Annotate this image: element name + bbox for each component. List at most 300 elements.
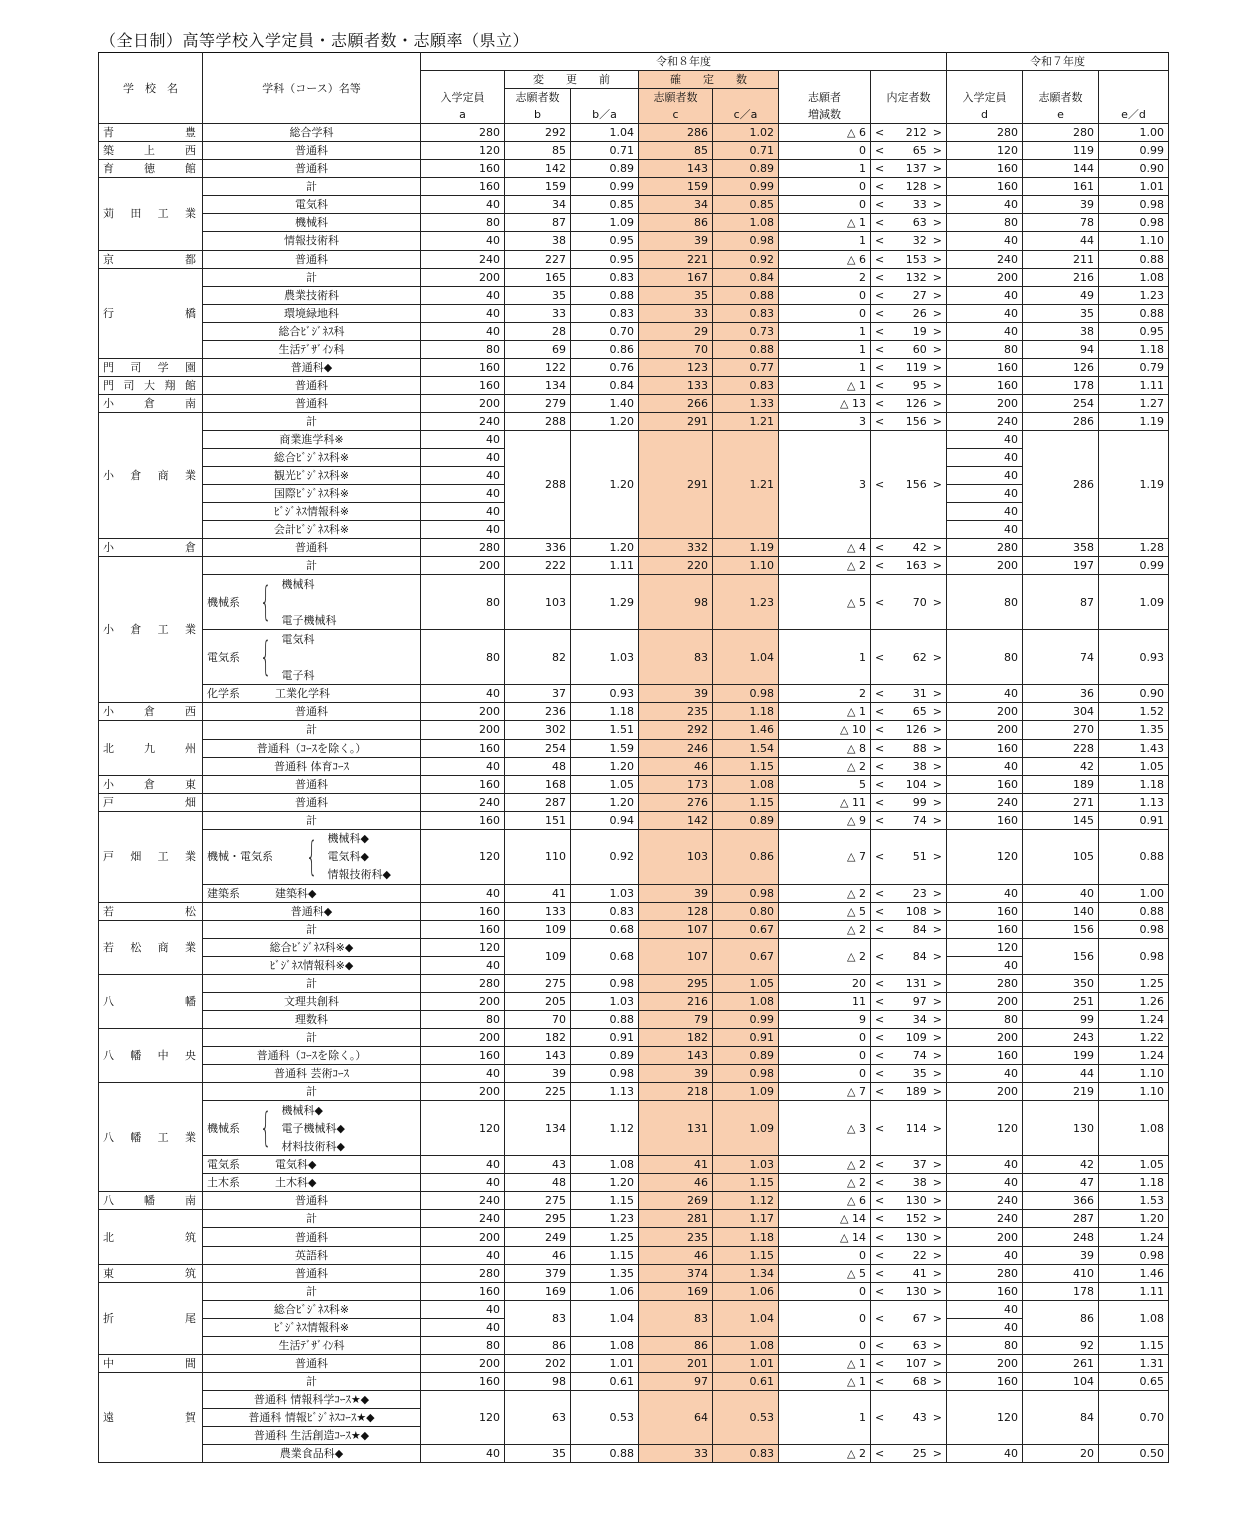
applicants-e: 86 [1023, 1300, 1099, 1336]
bracket-right: > [932, 1248, 942, 1262]
capacity-a: 40 [421, 1318, 505, 1336]
ratio-b-a: 0.89 [571, 160, 639, 178]
ratio-e-d: 0.88 [1099, 829, 1169, 884]
capacity-d: 40 [947, 1300, 1023, 1318]
dept-name: ﾋﾞｼﾞﾈｽ情報科※ [203, 1318, 421, 1336]
naitei-cell [871, 1065, 947, 1083]
sub-dept-name: 電子機械科◆ [281, 1121, 345, 1135]
naitei-cell [871, 811, 947, 829]
dept-name: 普通科 [203, 1264, 421, 1282]
naitei-cell [871, 1282, 947, 1300]
capacity-a: 200 [421, 703, 505, 721]
applicants-c: 107 [639, 938, 713, 974]
applicants-b: 275 [505, 1192, 571, 1210]
ratio-e-d: 1.26 [1099, 993, 1169, 1011]
group-label: 電気系 [207, 1158, 240, 1172]
ratio-e-d: 1.13 [1099, 793, 1169, 811]
naitei-cell [871, 575, 947, 630]
bracket-left: < [875, 126, 885, 140]
applicant-change: △ 2 [779, 1156, 871, 1174]
applicants-e: 350 [1023, 974, 1099, 992]
applicants-e: 39 [1023, 1246, 1099, 1264]
ratio-e-d: 0.99 [1099, 557, 1169, 575]
enrollment-table [98, 52, 1169, 1463]
table-row [99, 557, 1169, 575]
applicants-b: 287 [505, 793, 571, 811]
applicant-change: △ 5 [779, 902, 871, 920]
applicant-change: △ 13 [779, 394, 871, 412]
header-change: 志願者 [779, 89, 871, 107]
brace-icon: { [259, 1105, 272, 1152]
naitei-value: 74 [912, 1049, 927, 1063]
ratio-e-d: 1.01 [1099, 178, 1169, 196]
dept-name: 計 [203, 1210, 421, 1228]
bracket-right: > [932, 741, 942, 755]
capacity-d: 120 [947, 1101, 1023, 1156]
applicants-b: 34 [505, 196, 571, 214]
capacity-a: 40 [421, 467, 505, 485]
applicants-e: 74 [1023, 630, 1099, 685]
bracket-left: < [875, 759, 885, 773]
bracket-left: < [875, 1338, 885, 1352]
applicants-e: 216 [1023, 268, 1099, 286]
applicant-change: △ 1 [779, 376, 871, 394]
table-row [99, 232, 1169, 250]
applicants-c: 33 [639, 304, 713, 322]
bracket-right: > [932, 1158, 942, 1172]
ratio-b-a: 1.06 [571, 1282, 639, 1300]
bracket-right: > [932, 995, 942, 1009]
naitei-value: 33 [912, 198, 927, 212]
applicants-c: 70 [639, 340, 713, 358]
bracket-left: < [875, 795, 885, 809]
capacity-a: 200 [421, 268, 505, 286]
applicant-change: △ 4 [779, 539, 871, 557]
capacity-a: 40 [421, 322, 505, 340]
naitei-value: 84 [912, 949, 927, 963]
naitei-cell [871, 1210, 947, 1228]
header-c-a: c／a [713, 106, 779, 124]
bracket-right: > [932, 180, 942, 194]
capacity-d: 280 [947, 1264, 1023, 1282]
capacity-a: 80 [421, 575, 505, 630]
applicant-change: 0 [779, 1047, 871, 1065]
ratio-c-a: 1.10 [713, 557, 779, 575]
ratio-e-d: 0.98 [1099, 196, 1169, 214]
ratio-e-d: 1.15 [1099, 1336, 1169, 1354]
bracket-right: > [932, 687, 942, 701]
sub-dept-name: 電気科◆ [327, 850, 369, 864]
table-row [99, 1300, 1169, 1318]
applicants-c: 46 [639, 1246, 713, 1264]
ratio-b-a: 0.92 [571, 829, 639, 884]
applicants-e: 271 [1023, 793, 1099, 811]
naitei-cell [871, 1083, 947, 1101]
bracket-left: < [875, 1176, 885, 1190]
applicants-c: 201 [639, 1354, 713, 1372]
applicants-b: 109 [505, 920, 571, 938]
bracket-left: < [875, 995, 885, 1009]
applicants-b: 169 [505, 1282, 571, 1300]
ratio-e-d: 1.09 [1099, 575, 1169, 630]
applicants-b: 168 [505, 775, 571, 793]
bracket-left: < [875, 342, 885, 356]
table-row [99, 322, 1169, 340]
applicant-change: △ 2 [779, 1174, 871, 1192]
naitei-value: 109 [905, 1031, 927, 1045]
capacity-a: 200 [421, 557, 505, 575]
bracket-left: < [875, 1230, 885, 1244]
applicant-change: 0 [779, 1065, 871, 1083]
applicants-e: 20 [1023, 1445, 1099, 1463]
applicants-b: 379 [505, 1264, 571, 1282]
table-row [99, 1390, 1169, 1408]
table-row [99, 1101, 1169, 1156]
applicants-e: 287 [1023, 1210, 1099, 1228]
capacity-a: 160 [421, 739, 505, 757]
naitei-value: 22 [912, 1248, 927, 1262]
applicants-c: 292 [639, 721, 713, 739]
bracket-right: > [932, 886, 942, 900]
bracket-right: > [932, 342, 942, 356]
capacity-a: 200 [421, 993, 505, 1011]
ratio-e-d: 1.08 [1099, 1300, 1169, 1336]
dept-name: 総合ﾋﾞｼﾞﾈｽ科※◆ [203, 938, 421, 956]
capacity-d: 240 [947, 1210, 1023, 1228]
school-name: 小倉西 [99, 703, 203, 721]
applicants-c: 46 [639, 757, 713, 775]
header-applicants-b: 志願者数 [505, 89, 571, 107]
ratio-c-a: 0.88 [713, 286, 779, 304]
group-label: 建築系 [207, 886, 240, 900]
capacity-a: 120 [421, 1390, 505, 1444]
bracket-right: > [932, 1356, 942, 1370]
ratio-c-a: 1.04 [713, 1300, 779, 1336]
school-name: 折 尾 [99, 1282, 203, 1354]
table-row [99, 214, 1169, 232]
ratio-c-a: 0.83 [713, 304, 779, 322]
applicant-change: 20 [779, 974, 871, 992]
ratio-b-a: 1.25 [571, 1228, 639, 1246]
ratio-b-a: 0.68 [571, 938, 639, 974]
applicant-change: 0 [779, 304, 871, 322]
naitei-value: 65 [912, 705, 927, 719]
bracket-left: < [875, 1121, 885, 1135]
header-naitei: 内定者数 [871, 89, 947, 107]
school-name: 門司学園 [99, 358, 203, 376]
capacity-a: 200 [421, 1029, 505, 1047]
school-name: 小倉南 [99, 394, 203, 412]
applicants-e: 119 [1023, 142, 1099, 160]
naitei-cell [871, 974, 947, 992]
naitei-value: 130 [905, 1194, 927, 1208]
ratio-e-d: 1.24 [1099, 1047, 1169, 1065]
capacity-d: 160 [947, 739, 1023, 757]
naitei-cell [871, 884, 947, 902]
applicants-e: 38 [1023, 322, 1099, 340]
naitei-cell [871, 938, 947, 974]
ratio-e-d: 1.52 [1099, 703, 1169, 721]
dept-name: 計 [203, 557, 421, 575]
school-name: 育徳館 [99, 160, 203, 178]
naitei-value: 42 [912, 541, 927, 555]
naitei-cell [871, 1336, 947, 1354]
school-name: 戸 畑 [99, 793, 203, 811]
table-row [99, 920, 1169, 938]
naitei-value: 131 [905, 976, 927, 990]
table-row [99, 358, 1169, 376]
capacity-d: 200 [947, 1029, 1023, 1047]
brace-icon: { [259, 634, 272, 681]
bracket-right: > [932, 378, 942, 392]
header-b: b [505, 106, 571, 124]
table-row [99, 196, 1169, 214]
applicants-b: 87 [505, 214, 571, 232]
applicants-e: 104 [1023, 1372, 1099, 1390]
bracket-right: > [932, 1374, 942, 1388]
bracket-right: > [932, 1013, 942, 1027]
ratio-c-a: 1.15 [713, 1174, 779, 1192]
naitei-value: 32 [912, 234, 927, 248]
applicants-c: 295 [639, 974, 713, 992]
capacity-d: 120 [947, 1390, 1023, 1444]
ratio-e-d: 1.08 [1099, 1101, 1169, 1156]
capacity-d: 40 [947, 304, 1023, 322]
table-row [99, 1246, 1169, 1264]
capacity-d: 40 [947, 956, 1023, 974]
naitei-value: 34 [912, 1013, 927, 1027]
dept-name: 電気科 [203, 196, 421, 214]
applicant-change: △ 5 [779, 1264, 871, 1282]
naitei-value: 88 [912, 741, 927, 755]
dept-name: 普通科 情報ﾋﾞｼﾞﾈｽｺｰｽ★◆ [203, 1408, 421, 1426]
capacity-a: 40 [421, 1246, 505, 1264]
ratio-e-d: 1.18 [1099, 775, 1169, 793]
ratio-c-a: 0.84 [713, 268, 779, 286]
bracket-left: < [875, 378, 885, 392]
dept-name: 普通科◆ [203, 358, 421, 376]
capacity-a: 160 [421, 1047, 505, 1065]
applicants-e: 47 [1023, 1174, 1099, 1192]
table-row [99, 1011, 1169, 1029]
naitei-cell [871, 1174, 947, 1192]
capacity-d: 80 [947, 1336, 1023, 1354]
applicant-change: △ 6 [779, 1192, 871, 1210]
ratio-c-a: 0.73 [713, 322, 779, 340]
ratio-b-a: 1.13 [571, 1083, 639, 1101]
table-row [99, 142, 1169, 160]
ratio-e-d: 1.27 [1099, 394, 1169, 412]
applicants-c: 169 [639, 1282, 713, 1300]
bracket-right: > [932, 1338, 942, 1352]
table-header [99, 53, 1169, 124]
naitei-value: 128 [905, 180, 927, 194]
naitei-cell [871, 685, 947, 703]
table-row [99, 1029, 1169, 1047]
bracket-left: < [875, 813, 885, 827]
capacity-d: 240 [947, 412, 1023, 430]
school-name: 小倉商業 [99, 412, 203, 538]
bracket-left: < [875, 1085, 885, 1099]
applicants-e: 156 [1023, 938, 1099, 974]
ratio-c-a: 1.08 [713, 214, 779, 232]
applicants-b: 109 [505, 938, 571, 974]
header-before: 変 更 前 [505, 71, 639, 89]
ratio-c-a: 0.98 [713, 1065, 779, 1083]
naitei-cell [871, 920, 947, 938]
ratio-b-a: 0.93 [571, 685, 639, 703]
applicant-change: △ 2 [779, 884, 871, 902]
bracket-right: > [932, 976, 942, 990]
applicants-b: 336 [505, 539, 571, 557]
naitei-cell [871, 739, 947, 757]
dept-name: 普通科（ｺｰｽを除く。） [203, 739, 421, 757]
applicants-b: 295 [505, 1210, 571, 1228]
capacity-a: 200 [421, 1354, 505, 1372]
applicants-b: 33 [505, 304, 571, 322]
capacity-a: 120 [421, 829, 505, 884]
ratio-e-d: 0.79 [1099, 358, 1169, 376]
capacity-a: 40 [421, 503, 505, 521]
naitei-value: 114 [905, 1121, 927, 1135]
bracket-left: < [875, 850, 885, 864]
applicants-e: 161 [1023, 178, 1099, 196]
applicants-e: 99 [1023, 1011, 1099, 1029]
ratio-c-a: 0.71 [713, 142, 779, 160]
bracket-left: < [875, 541, 885, 555]
bracket-right: > [932, 1031, 942, 1045]
table-row [99, 1372, 1169, 1390]
applicants-c: 286 [639, 124, 713, 142]
table-row [99, 286, 1169, 304]
capacity-d: 280 [947, 124, 1023, 142]
school-name: 八幡南 [99, 1192, 203, 1210]
applicants-c: 83 [639, 1300, 713, 1336]
table-row [99, 1083, 1169, 1101]
capacity-d: 280 [947, 539, 1023, 557]
bracket-right: > [932, 705, 942, 719]
applicants-b: 143 [505, 1047, 571, 1065]
capacity-d: 40 [947, 884, 1023, 902]
dept-name: 観光ﾋﾞｼﾞﾈｽ科※ [203, 467, 421, 485]
table-row [99, 376, 1169, 394]
bracket-left: < [875, 396, 885, 410]
capacity-d: 120 [947, 142, 1023, 160]
bracket-right: > [932, 1049, 942, 1063]
capacity-d: 200 [947, 703, 1023, 721]
applicants-c: 107 [639, 920, 713, 938]
bracket-right: > [932, 922, 942, 936]
bracket-right: > [932, 850, 942, 864]
applicants-b: 205 [505, 993, 571, 1011]
brace-icon: { [305, 833, 318, 880]
capacity-a: 200 [421, 1083, 505, 1101]
dept-name: 総合ﾋﾞｼﾞﾈｽ科 [203, 322, 421, 340]
capacity-d: 40 [947, 1246, 1023, 1264]
applicants-b: 249 [505, 1228, 571, 1246]
dept-name: 普通科 [203, 539, 421, 557]
school-name: 八 幡 [99, 974, 203, 1028]
applicant-change: 1 [779, 232, 871, 250]
ratio-e-d: 1.25 [1099, 974, 1169, 992]
capacity-d: 160 [947, 775, 1023, 793]
ratio-b-a: 1.20 [571, 412, 639, 430]
applicants-e: 211 [1023, 250, 1099, 268]
applicants-c: 216 [639, 993, 713, 1011]
naitei-value: 27 [912, 288, 927, 302]
school-name: 築上西 [99, 142, 203, 160]
ratio-c-a: 1.21 [713, 412, 779, 430]
ratio-c-a: 1.03 [713, 1156, 779, 1174]
applicants-b: 28 [505, 322, 571, 340]
naitei-value: 126 [905, 396, 927, 410]
ratio-c-a: 1.15 [713, 1246, 779, 1264]
bracket-right: > [932, 270, 942, 284]
school-name: 小 倉 [99, 539, 203, 557]
capacity-d: 160 [947, 1282, 1023, 1300]
ratio-c-a: 1.09 [713, 1101, 779, 1156]
ratio-b-a: 1.03 [571, 884, 639, 902]
ratio-e-d: 1.23 [1099, 286, 1169, 304]
naitei-cell [871, 1390, 947, 1444]
applicants-c: 133 [639, 376, 713, 394]
ratio-b-a: 1.01 [571, 1354, 639, 1372]
applicants-c: 83 [639, 630, 713, 685]
naitei-cell [871, 124, 947, 142]
bracket-right: > [932, 541, 942, 555]
capacity-d: 40 [947, 1065, 1023, 1083]
table-row [99, 630, 1169, 685]
capacity-d: 80 [947, 1011, 1023, 1029]
applicants-c: 123 [639, 358, 713, 376]
header-b-a: b／a [571, 106, 639, 124]
capacity-a: 160 [421, 775, 505, 793]
capacity-a: 40 [421, 286, 505, 304]
applicants-e: 92 [1023, 1336, 1099, 1354]
applicant-change: △ 1 [779, 214, 871, 232]
ratio-c-a: 1.21 [713, 430, 779, 538]
applicant-change: △ 2 [779, 920, 871, 938]
capacity-a: 280 [421, 124, 505, 142]
applicants-c: 143 [639, 160, 713, 178]
applicants-b: 292 [505, 124, 571, 142]
naitei-value: 63 [912, 1338, 927, 1352]
bracket-left: < [875, 324, 885, 338]
ratio-e-d: 0.98 [1099, 920, 1169, 938]
ratio-c-a: 1.34 [713, 1264, 779, 1282]
naitei-cell [871, 304, 947, 322]
ratio-e-d: 0.99 [1099, 142, 1169, 160]
ratio-e-d: 1.28 [1099, 539, 1169, 557]
ratio-b-a: 1.51 [571, 721, 639, 739]
bracket-left: < [875, 1311, 885, 1325]
ratio-b-a: 0.91 [571, 1029, 639, 1047]
capacity-a: 280 [421, 1264, 505, 1282]
applicants-c: 33 [639, 1445, 713, 1463]
bracket-left: < [875, 559, 885, 573]
applicant-change: 0 [779, 196, 871, 214]
applicants-b: 182 [505, 1029, 571, 1047]
naitei-value: 189 [905, 1085, 927, 1099]
ratio-b-a: 1.04 [571, 1300, 639, 1336]
capacity-d: 160 [947, 1372, 1023, 1390]
ratio-c-a: 1.18 [713, 703, 779, 721]
bracket-right: > [932, 795, 942, 809]
applicants-c: 64 [639, 1390, 713, 1444]
ratio-e-d: 1.22 [1099, 1029, 1169, 1047]
dept-group [203, 1174, 421, 1192]
school-name: 八幡工業 [99, 1083, 203, 1192]
